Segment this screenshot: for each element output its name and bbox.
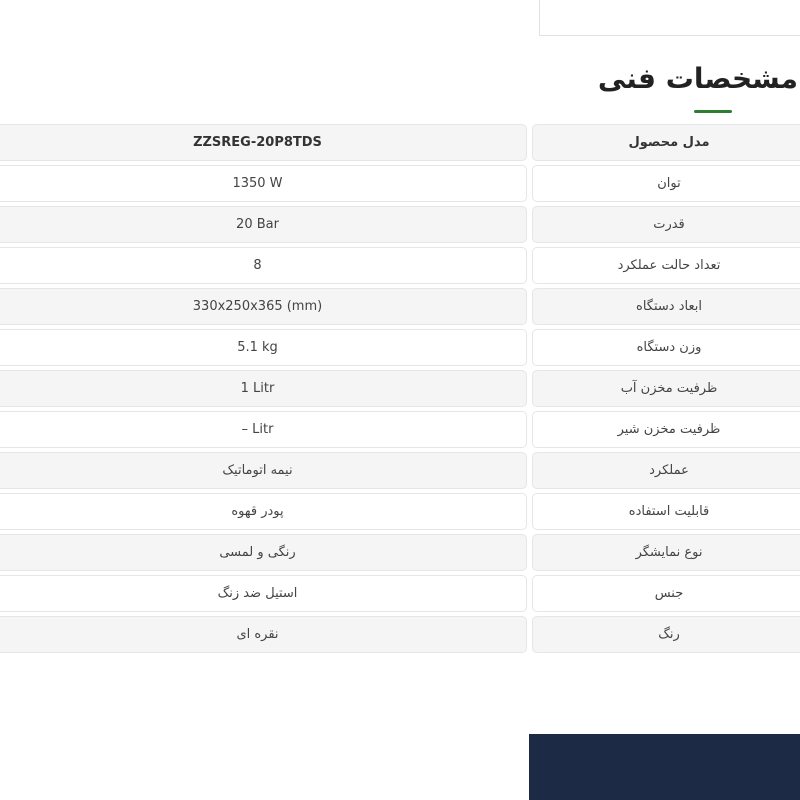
spec-value: 5.1 kg (0, 329, 527, 366)
spec-label: قابلیت استفاده (532, 493, 800, 530)
spec-row-power (0, 165, 800, 202)
spec-value: – Litr (0, 411, 527, 448)
section-title: مشخصات فنی (597, 62, 798, 95)
spec-row-display (0, 534, 800, 571)
spec-value: استیل ضد زنگ (0, 575, 527, 612)
spec-label: جنس (532, 575, 800, 612)
title-underline (694, 110, 732, 113)
spec-value: ZZSREG-20P8TDS (0, 124, 527, 161)
footer-panel (529, 734, 800, 800)
spec-label: قدرت (532, 206, 800, 243)
spec-label: عملکرد (532, 452, 800, 489)
top-panel-box (539, 0, 800, 36)
spec-label: تعداد حالت عملکرد (532, 247, 800, 284)
spec-row-modes (0, 247, 800, 284)
spec-value: 330x250x365 (mm) (0, 288, 527, 325)
spec-row-dimensions (0, 288, 800, 325)
spec-row-operation (0, 452, 800, 489)
spec-row-color (0, 616, 800, 653)
spec-value: نقره ای (0, 616, 527, 653)
spec-row-water-tank (0, 370, 800, 407)
spec-value: نیمه اتوماتیک (0, 452, 527, 489)
spec-value: 1 Litr (0, 370, 527, 407)
spec-row-material (0, 575, 800, 612)
spec-value: رنگی و لمسی (0, 534, 527, 571)
spec-value: 8 (0, 247, 527, 284)
spec-label: ابعاد دستگاه (532, 288, 800, 325)
spec-value: پودر قهوه (0, 493, 527, 530)
spec-label: وزن دستگاه (532, 329, 800, 366)
spec-row-milk-tank (0, 411, 800, 448)
spec-label: توان (532, 165, 800, 202)
spec-row-weight (0, 329, 800, 366)
spec-row-model (0, 124, 800, 161)
spec-label: مدل محصول (532, 124, 800, 161)
spec-row-usage (0, 493, 800, 530)
spec-label: ظرفیت مخزن آب (532, 370, 800, 407)
spec-label: رنگ (532, 616, 800, 653)
specs-table (0, 124, 800, 657)
spec-row-pressure (0, 206, 800, 243)
spec-label: نوع نمایشگر (532, 534, 800, 571)
spec-value: 20 Bar (0, 206, 527, 243)
spec-value: 1350 W (0, 165, 527, 202)
spec-label: ظرفیت مخزن شیر (532, 411, 800, 448)
